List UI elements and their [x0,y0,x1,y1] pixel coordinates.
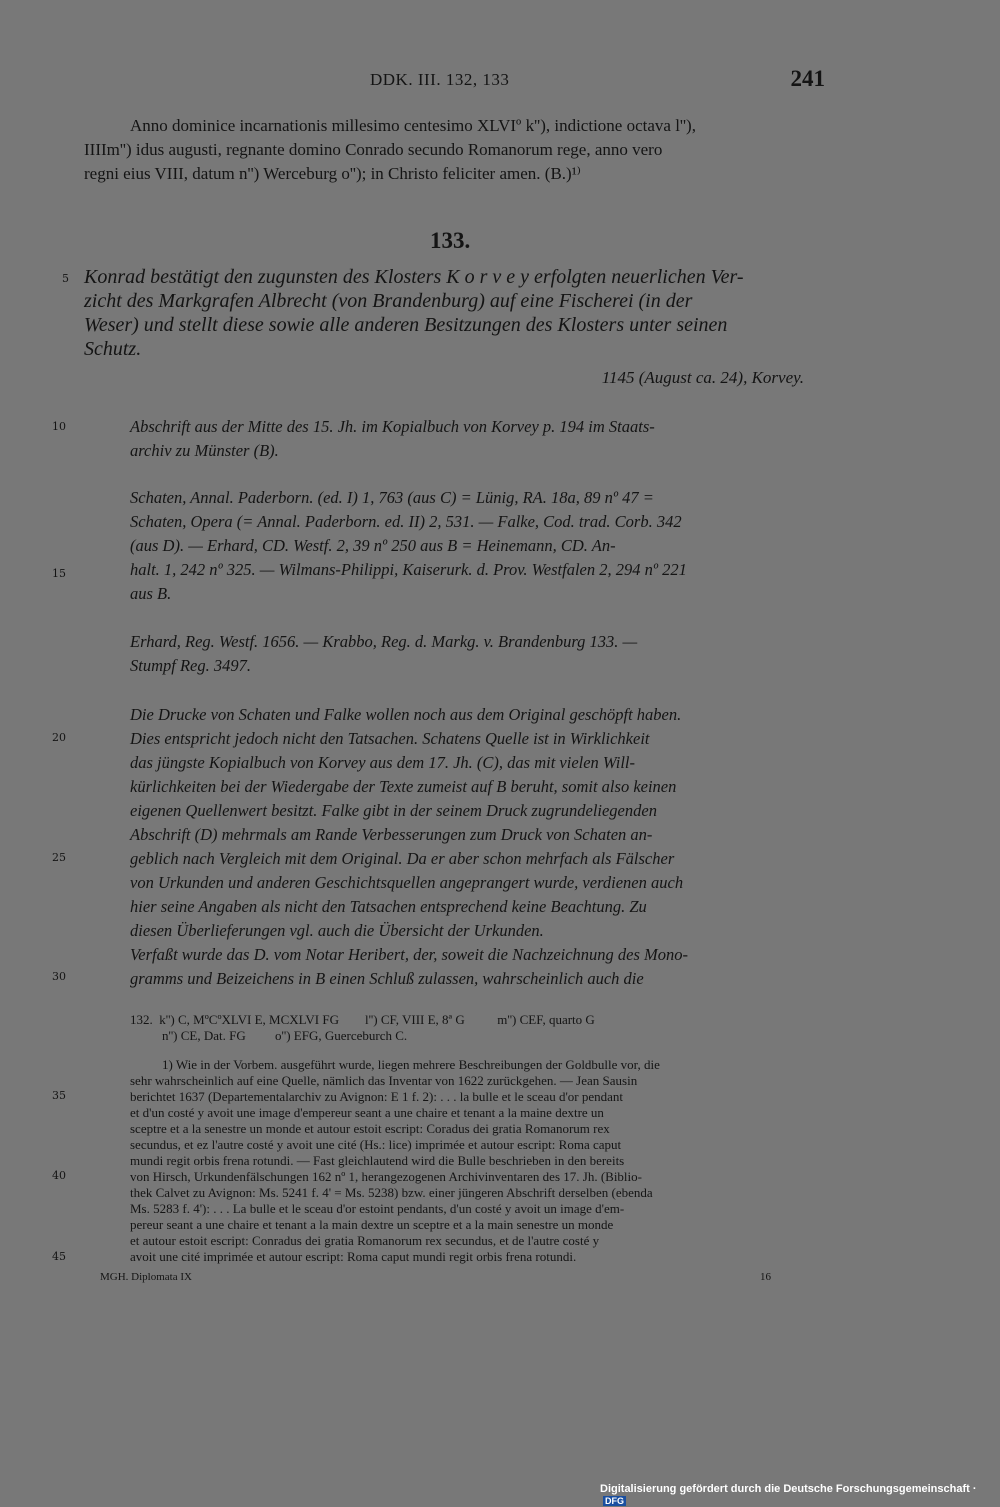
footnote-line: pereur seant a une chaire et tenant a la main dextre un sceptre et a la main senestre un monde [130,1217,614,1232]
page-footer-right: 16 [760,1271,771,1283]
line-number: 20 [52,731,66,744]
line-number: 30 [52,970,66,983]
editions-line: Schaten, Annal. Paderborn. (ed. I) 1, 763 (aus C) = Lünig, RA. 18a, 89 nº 47 = [130,488,654,507]
commentary-line: Die Drucke von Schaten und Falke wollen noch aus dem Original geschöpft haben. [130,705,682,724]
footnote-line: secundus, et ez l'autre costé y avoit une cité (Hs.: lice) imprimée et autour escript: Roma caput [130,1137,622,1152]
funding-banner[interactable] [600,1483,1000,1507]
critical-apparatus [130,1012,820,1044]
commentary-line: kürlichkeiten bei der Wiedergabe der Texte zumeist auf B beruht, somit also keinen [130,777,677,796]
commentary-line: geblich nach Vergleich mit dem Original. Da er aber schon mehrfach als Fälscher [130,849,675,868]
line-number: 15 [52,567,66,580]
closing-line: regni eius VIII, datum n'') Werceburg o''); in Christo feliciter amen. (B.)¹⁾ [84,164,581,183]
document-number: 133. [430,228,471,253]
commentary-line: gramms und Beizeichens in B einen Schluß zulassen, wahrscheinlich auch die [130,969,644,988]
footnote [130,1057,820,1265]
regests-note [130,630,820,678]
page-number: 241 [790,66,825,91]
tradition-note [130,415,820,463]
apparatus-line: 132. k'') C, MºCºXLVI E, MCXLVI FG l'') CF, VIII E, 8ª G m'') CEF, quarto G [130,1012,595,1027]
apparatus-line: n'') CE, Dat. FG o'') EFG, Guerceburch C. [162,1028,408,1043]
footnote-line: sceptre et a la senestre un monde et autour estoit escript: Coradus dei gratia Romanorum rex [130,1121,610,1136]
footnote-line: berichtet 1637 (Departementalarchiv zu Avignon: E 1 f. 2): . . . la bulle et le sceau d'or pendant [130,1089,624,1104]
footnote-line: avoit une cité imprimée et autour escript: Roma caput mundi regit orbis frena rotundi. [130,1249,577,1264]
line-number: 35 [52,1089,66,1102]
document-summary [84,265,824,361]
commentary-line: hier seine Angaben als nicht den Tatsachen entsprechend keine Beachtung. Zu [130,897,647,916]
footnote-line: Ms. 5283 f. 4'): . . . La bulle et le sceau d'or estoint pendants, d'un costé y avoit un image d'em- [130,1201,625,1216]
commentary-line: eigenen Quellenwert besitzt. Falke gibt in der seinem Druck zugrundeliegenden [130,801,657,820]
funding-text: Digitalisierung gefördert durch die Deutsche Forschungsgemeinschaft · [600,1483,977,1495]
footnote-line: 1) Wie in der Vorbem. ausgeführt wurde, liegen mehrere Beschreibungen der Goldbulle vor, die [162,1057,660,1072]
line-number: 45 [52,1250,66,1263]
commentary-line: von Urkunden und anderen Geschichtsquellen angeprangert wurde, verdienen auch [130,873,684,892]
footnote-line: et d'un costé y avoit une image d'empereur seant a une chaire et tenant a la maine dextre un [130,1105,604,1120]
footnote-line: et autour estoit escript: Conradus dei gratia Romanorum rex secundus, et de l'autre costé y [130,1233,600,1248]
closing-line: Anno dominice incarnationis millesimo centesimo XLVIº k''), indictione octava l''), [130,116,696,135]
summary-line: zicht des Markgrafen Albrecht (von Brandenburg) auf eine Fischerei (in der [84,290,693,312]
footnote-line: thek Calvet zu Avignon: Ms. 5241 f. 4' = Ms. 5238) bzw. einer jüngeren Abschrift derselben (ebenda [130,1185,653,1200]
footnote-line: sehr wahrscheinlich auf eine Quelle, nämlich das Inventar von 1622 zurückgehen. — Jean Sausin [130,1073,638,1088]
editions-line: halt. 1, 242 nº 325. — Wilmans-Philippi, Kaiserurk. d. Prov. Westfalen 2, 294 nº 221 [130,560,687,579]
commentary-line: das jüngste Kopialbuch von Korvey aus dem 17. Jh. (C), das mit vielen Will- [130,753,636,772]
regests-line: Erhard, Reg. Westf. 1656. — Krabbo, Reg. d. Markg. v. Brandenburg 133. — [130,632,638,651]
editions-line: aus B. [130,584,172,603]
summary-line: Weser) und stellt diese sowie alle anderen Besitzungen des Klosters unter seinen [84,314,728,336]
regests-line: Stumpf Reg. 3497. [130,656,251,675]
footnote-line: von Hirsch, Urkundenfälschungen 162 nº 1, herangezogenen Archivinventaren des 17. Jh. (Biblio- [130,1169,642,1184]
summary-line: Konrad bestätigt den zugunsten des Klosters K o r v e y erfolgten neuerlichen Ver- [84,266,744,288]
closing-protocol [84,114,824,186]
commentary-line: Abschrift (D) mehrmals am Rande Verbesserungen zum Druck von Schaten an- [130,825,653,844]
editions-note [130,486,820,606]
commentary-line: diesen Überlieferungen vgl. auch die Übersicht der Urkunden. [130,921,544,940]
tradition-line: archiv zu Münster (B). [130,441,279,460]
document-date: 1145 (August ca. 24), Korvey. [601,368,804,387]
line-number: 40 [52,1169,66,1182]
commentary-line: Dies entspricht jedoch nicht den Tatsachen. Schatens Quelle ist in Wirklichkeit [130,729,650,748]
running-title: DDK. III. 132, 133 [370,70,510,89]
footnote-line: mundi regit orbis frena rotundi. — Fast gleichlautend wird die Bulle beschrieben in den bereits [130,1153,625,1168]
summary-line: Schutz. [84,338,142,360]
editions-line: Schaten, Opera (= Annal. Paderborn. ed. II) 2, 531. — Falke, Cod. trad. Corb. 342 [130,512,682,531]
closing-line: IIIIm'') idus augusti, regnante domino Conrado secundo Romanorum rege, anno vero [84,140,663,159]
dfg-logo: DFG [605,1496,624,1506]
editions-line: (aus D). — Erhard, CD. Westf. 2, 39 nº 250 aus B = Heinemann, CD. An- [130,536,616,555]
commentary-line: Verfaßt wurde das D. vom Notar Heribert, der, soweit die Nachzeichnung des Mono- [130,945,689,964]
commentary [130,703,820,991]
line-number: 10 [52,420,66,433]
line-number: 5 [62,272,69,285]
tradition-line: Abschrift aus der Mitte des 15. Jh. im Kopialbuch von Korvey p. 194 im Staats- [130,417,655,436]
running-header [0,62,1000,102]
line-number: 25 [52,851,66,864]
page-footer-left: MGH. Diplomata IX [100,1271,192,1283]
